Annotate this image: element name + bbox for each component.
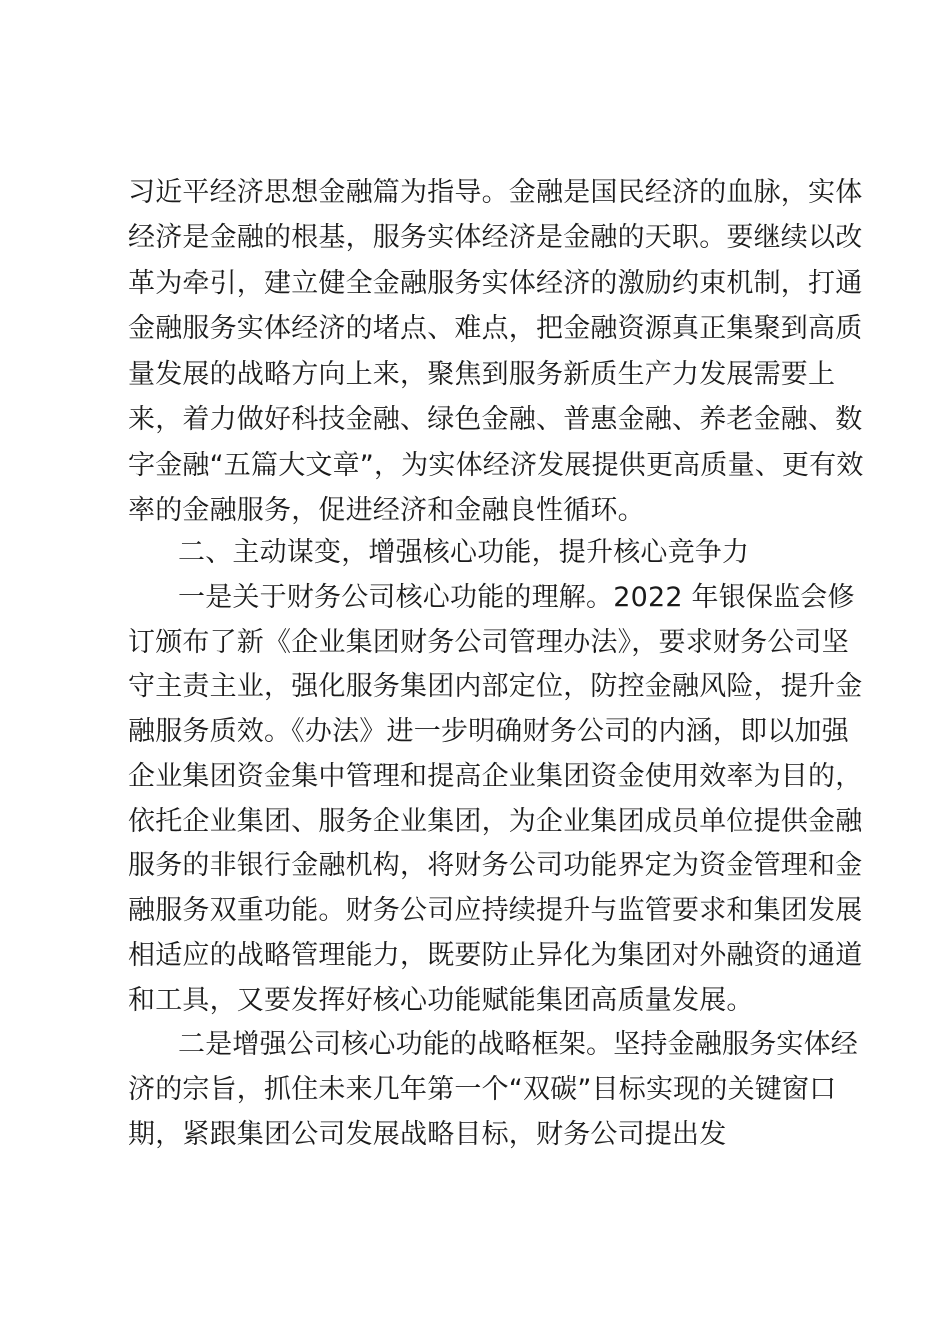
text-line-5: 量发展的战略方向上来，聚焦到服务新质生产力发展需要上 <box>128 359 836 390</box>
paragraph-1-line-5: 企业集团资金集中管理和提高企业集团资金使用效率为目的， <box>128 761 863 792</box>
paragraph-1-line-6: 依托企业集团、服务企业集团，为企业集团成员单位提供金融 <box>128 806 863 837</box>
paragraph-2-line-2: 济的宗旨，抓住未来几年第一个“双碳”目标实现的关键窗口 <box>128 1074 837 1105</box>
paragraph-1-line-8: 融服务双重功能。财务公司应持续提升与监管要求和集团发展 <box>128 895 863 926</box>
text-line-8: 率的金融服务，促进经济和金融良性循环。 <box>128 495 645 526</box>
paragraph-1-line-7: 服务的非银行金融机构，将财务公司功能界定为资金管理和金 <box>128 850 863 881</box>
paragraph-2-line-1: 二是增强公司核心功能的战略框架。坚持金融服务实体经 <box>178 1029 858 1060</box>
paragraph-1-line-4: 融服务质效。《办法》进一步明确财务公司的内涵，即以加强 <box>128 716 849 747</box>
paragraph-1-line-1: 一是关于财务公司核心功能的理解。2022 年银保监会修 <box>178 582 855 613</box>
text-line-2: 经济是金融的根基，服务实体经济是金融的天职。要继续以改 <box>128 222 863 253</box>
text-line-3: 革为牵引，建立健全金融服务实体经济的激励约束机制，打通 <box>128 268 863 299</box>
text-line-6: 来，着力做好科技金融、绿色金融、普惠金融、养老金融、数 <box>128 404 863 435</box>
text-line-1: 习近平经济思想金融篇为指导。金融是国民经济的血脉，实体 <box>128 177 863 208</box>
text-line-4: 金融服务实体经济的堵点、难点，把金融资源真正集聚到高质 <box>128 313 863 344</box>
section-heading: 二、主动谋变，增强核心功能，提升核心竞争力 <box>178 537 750 568</box>
text-line-7: 字金融“五篇大文章”，为实体经济发展提供更高质量、更有效 <box>128 450 864 481</box>
paragraph-2-line-3: 期，紧跟集团公司发展战略目标，财务公司提出发 <box>128 1119 727 1150</box>
paragraph-1-line-9: 相适应的战略管理能力，既要防止异化为集团对外融资的通道 <box>128 940 863 971</box>
paragraph-1-line-3: 守主责主业，强化服务集团内部定位，防控金融风险，提升金 <box>128 671 863 702</box>
paragraph-1-line-2: 订颁布了新《企业集团财务公司管理办法》，要求财务公司坚 <box>128 627 849 658</box>
paragraph-1-line-10: 和工具，又要发挥好核心功能赋能集团高质量发展。 <box>128 985 754 1016</box>
